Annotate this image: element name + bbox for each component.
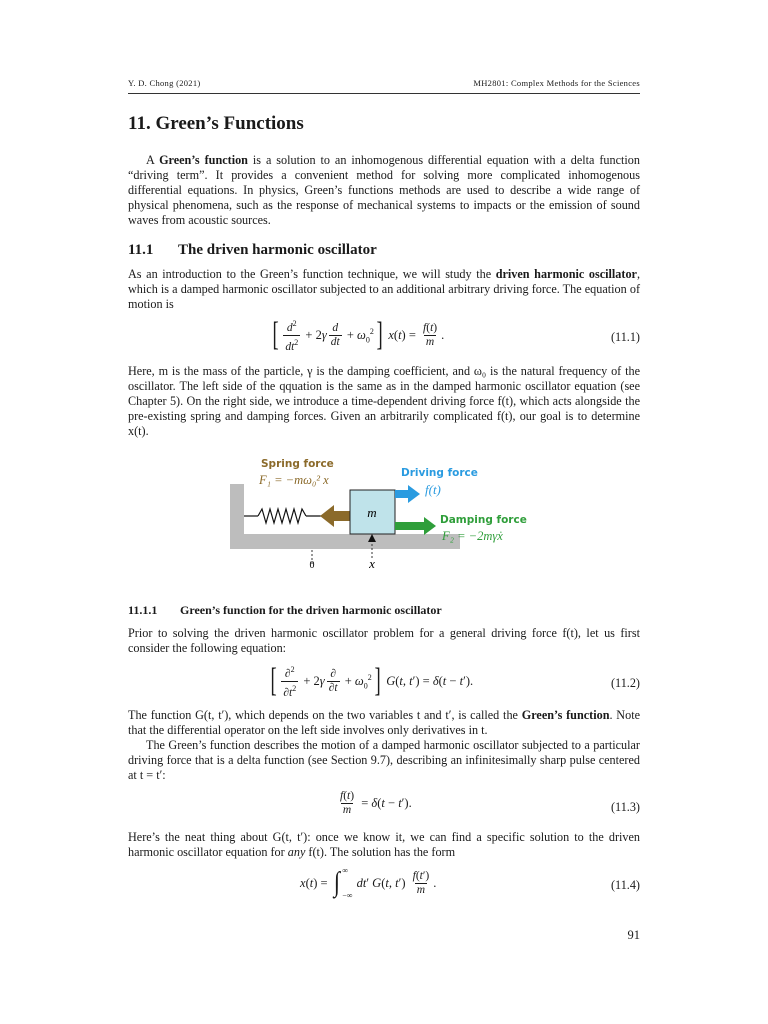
damping-force-arrow xyxy=(395,517,436,535)
spring-force-arrow xyxy=(320,505,350,527)
intro-text-b: is a solution to an inhomogenous differential equation with a delta function “driving term”. It provides a convenient method for solving more complicated inhomogenous differential equations. In physics, Green’s functions methods are used to describe a wide range of physical phenomena, such as the response of mechanical systems to impacts or the emission of sound waves from acoustic sources. xyxy=(128,153,640,227)
driving-force-arrow xyxy=(395,485,420,503)
driving-force-label: Driving force xyxy=(401,467,478,479)
header-author: Y. D. Chong (2021) xyxy=(128,78,201,88)
subsection-heading xyxy=(128,603,442,618)
intro-paragraph xyxy=(128,153,640,228)
chapter-title: 11. Green’s Functions xyxy=(128,113,304,134)
intro-term: Green’s function xyxy=(159,153,248,167)
spring-force-label: Spring force xyxy=(261,458,334,470)
equation-11-3-body: $\frac{f(t)}{m}$ = δ(t − t′). xyxy=(340,790,412,816)
section-number: 11.1 xyxy=(128,242,154,258)
equation-11-3-label: (11.3) xyxy=(611,800,640,814)
paragraph-oscillator-description: Here, m is the mass of the particle, γ is the damping coefficient, and ω₀ is the natural frequency of the oscillator. The left side of the qquation is the same as in the damped harmonic oscillator equation (see Chapter 5). On the right side, we introduce a time-dependent driving force f(t), which acts alongside the pre-existing spring and damping forces. Given an arbitrarily complicated f(t), our goal is to determine x(t). xyxy=(128,364,640,438)
p4-text-b: . Note that the differential operator on the left side involves only derivatives in t. xyxy=(128,708,640,737)
section-heading xyxy=(128,242,377,259)
subsection-number: 11.1.1 xyxy=(128,603,158,617)
equation-11-1 xyxy=(128,315,640,359)
p6-text-a: Here’s the neat thing about G(t, t′): once we know it, we can find a specific solution to the driven harmonic oscillator equation for xyxy=(128,830,640,859)
position-label: x xyxy=(369,556,375,571)
paragraph-greens-function xyxy=(128,708,640,738)
running-header xyxy=(128,78,640,92)
p6-text-b: f(t). The solution has the form xyxy=(305,845,456,859)
origin-label: 0 xyxy=(309,560,315,571)
mass-label: m xyxy=(367,505,377,520)
paragraph-intro-oscillator xyxy=(128,267,640,312)
oscillator-diagram xyxy=(228,452,548,577)
paragraph-prior: Prior to solving the driven harmonic oscillator problem for a general driving force f(t), let us first consider the following equation: xyxy=(128,626,640,655)
damping-force-equation: F₂ = −2mγẋ xyxy=(442,529,503,543)
p1-term: driven harmonic oscillator xyxy=(495,267,637,281)
equation-11-2 xyxy=(128,661,640,705)
p1-text-b: , which is a damped harmonic oscillator subjected to an additional arbitrary driving force. The equation of motion is xyxy=(128,267,640,311)
p1-text-a: As an introduction to the Green’s function technique, we will study the xyxy=(128,267,496,281)
page-number: 91 xyxy=(627,928,640,942)
paragraph-solution xyxy=(128,830,640,860)
damping-force-label: Damping force xyxy=(440,514,527,526)
paragraph-delta-pulse: The Green’s function describes the motion of a damped harmonic oscillator subjected to a particular driving force that is a delta function (see Section 9.7), describing an infinitesimally sharp pulse centered at t = t′: xyxy=(128,738,640,782)
spring-force-equation: F₁ = −mω₀² x xyxy=(259,473,329,487)
equation-11-4 xyxy=(128,866,640,906)
p6-emphasis: any xyxy=(287,845,306,859)
equation-11-4-label: (11.4) xyxy=(611,878,640,892)
p4-term: Green’s function xyxy=(521,708,610,722)
intro-text-a: A xyxy=(146,153,160,167)
equation-11-1-label: (11.1) xyxy=(611,330,640,344)
equation-11-4-body: x(t) = ∫ ∞ −∞ dt′ G(t, t′) $\frac{f(t')}{m}$ . xyxy=(300,866,437,900)
equation-11-3 xyxy=(128,790,640,826)
floor xyxy=(230,534,460,549)
subsection-title: Green’s function for the driven harmonic oscillator xyxy=(180,603,442,617)
section-title: The driven harmonic oscillator xyxy=(178,242,377,258)
equation-11-2-body: [ $\frac{\partial^2}{\partial t^2}$ + 2γ $\frac{\partial}{\partial t}$ + $\omega_0^2$ ] G(t, t′) = δ(t − t′). xyxy=(270,662,474,700)
header-rule xyxy=(128,93,640,94)
driving-force-equation: f(t) xyxy=(425,482,441,497)
p4-text-a: The function G(t, t′), which depends on the two variables t and t′, is called the xyxy=(128,708,522,722)
equation-11-1-body: [ $\frac{d^2}{dt^2}$ + 2γ $\frac{d}{dt}$ + $\omega_0^2$ ] x(t) = $\frac{f(t)}{m}$ . xyxy=(272,316,445,354)
header-course: MH2801: Complex Methods for the Sciences xyxy=(473,78,640,88)
spring xyxy=(258,509,306,523)
equation-11-2-label: (11.2) xyxy=(611,676,640,690)
